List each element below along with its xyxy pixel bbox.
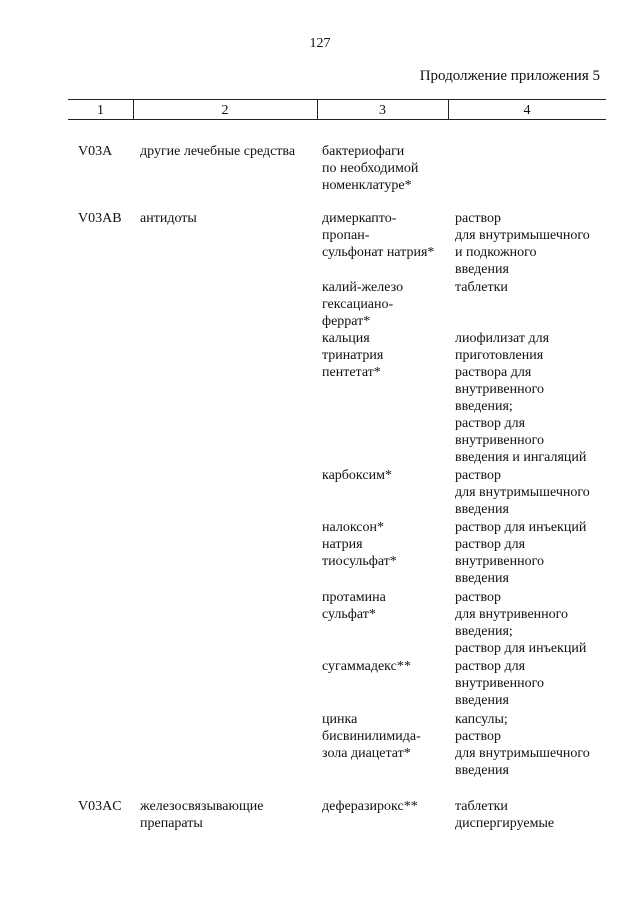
dosage-form: введения	[455, 502, 509, 517]
dosage-form: раствор для	[455, 416, 526, 431]
dosage-form: раствор	[455, 590, 502, 605]
drug-name: зола диацетат*	[322, 746, 411, 761]
drug-name: кальция	[322, 331, 370, 346]
drug-name: пентетат*	[322, 365, 381, 380]
header-col-1: 1	[97, 103, 104, 118]
drug-name: сульфонат натрия*	[322, 245, 435, 260]
group-name: железосвязывающие	[140, 799, 264, 814]
drug-name: номенклатуре*	[322, 178, 412, 193]
atc-code: V03AB	[78, 211, 122, 226]
drug-name: бактериофаги	[322, 144, 405, 159]
dosage-form: раствор	[455, 468, 502, 483]
dosage-form: введения;	[455, 399, 513, 414]
drug-name: димеркапто-	[322, 211, 397, 226]
drug-name: по необходимой	[322, 161, 419, 176]
dosage-form: для внутривенного	[455, 607, 569, 622]
header-col-3: 3	[379, 103, 386, 118]
dosage-form: внутривенного	[455, 433, 545, 448]
dosage-form: введения;	[455, 624, 513, 639]
atc-code: V03A	[78, 144, 113, 159]
drug-name: деферазирокс**	[322, 799, 418, 814]
dosage-form: для внутримышечного	[455, 746, 590, 761]
drug-name: цинка	[322, 712, 358, 727]
drug-name: феррат*	[322, 314, 371, 329]
drug-name: пропан-	[322, 228, 370, 243]
dosage-form: раствор	[455, 729, 502, 744]
drug-name: сугаммадекс**	[322, 659, 411, 674]
group-name: антидоты	[140, 211, 197, 226]
dosage-form: введения	[455, 693, 509, 708]
dosage-form: раствор для	[455, 537, 526, 552]
dosage-form: раствор для инъекций	[455, 520, 587, 535]
dosage-form: таблетки	[455, 799, 508, 814]
drug-name: натрия	[322, 537, 363, 552]
dosage-form: раствор для	[455, 659, 526, 674]
atc-code: V03AC	[78, 799, 122, 814]
drug-name: гексациано-	[322, 297, 394, 312]
dosage-form: введения и ингаляций	[455, 450, 587, 465]
dosage-form: таблетки	[455, 280, 508, 295]
continuation-title: Продолжение приложения 5	[419, 68, 600, 84]
dosage-form: раствор для инъекций	[455, 641, 587, 656]
page-number: 127	[309, 36, 331, 51]
dosage-form: для внутримышечного	[455, 228, 590, 243]
header-top-border	[68, 99, 606, 100]
dosage-form: и подкожного	[455, 245, 537, 260]
header-col-4: 4	[523, 103, 531, 118]
dosage-form: диспергируемые	[455, 816, 555, 831]
dosage-form: внутривенного	[455, 382, 545, 397]
header-bottom-border	[68, 119, 606, 120]
drug-name: налоксон*	[322, 520, 384, 535]
drug-name: сульфат*	[322, 607, 376, 622]
drug-name: калий-железо	[322, 280, 404, 295]
dosage-form: введения	[455, 571, 509, 586]
dosage-form: раствора для	[455, 365, 532, 380]
dosage-form: введения	[455, 262, 509, 277]
drug-name: протамина	[322, 590, 386, 605]
dosage-form: для внутримышечного	[455, 485, 590, 500]
dosage-form: лиофилизат для	[455, 331, 550, 346]
dosage-form: внутривенного	[455, 676, 545, 691]
dosage-form: капсулы;	[455, 712, 508, 727]
drug-name: карбоксим*	[322, 468, 392, 483]
dosage-form: введения	[455, 763, 509, 778]
dosage-form: приготовления	[455, 348, 544, 363]
drug-name: бисвинилимида-	[322, 729, 421, 744]
dosage-form: раствор	[455, 211, 502, 226]
group-name: другие лечебные средства	[140, 144, 296, 159]
header-col-2: 2	[221, 103, 229, 118]
drug-name: тринатрия	[322, 348, 384, 363]
drug-name: тиосульфат*	[322, 554, 397, 569]
group-name: препараты	[140, 816, 203, 831]
dosage-form: внутривенного	[455, 554, 545, 569]
